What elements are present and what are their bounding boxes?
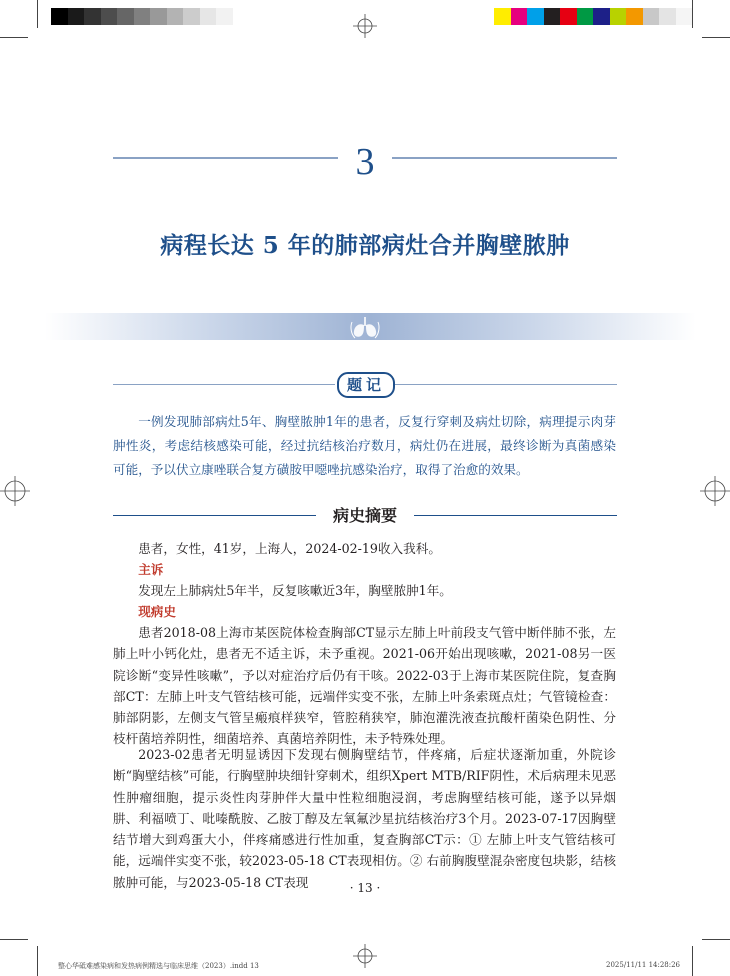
color-swatch <box>134 8 151 25</box>
color-swatch <box>593 8 610 25</box>
crop-mark <box>0 939 28 940</box>
abstract-text: 一例发现肺部病灶5年、胸壁脓肿1年的患者，反复行穿刺及病灶切除，病理提示肉芽肿性炎，考虑结核感染可能，经过抗结核治疗数月，病灶仍在进展，最终诊断为真菌感染可能，予以伏立康唑联合复方磺胺甲噁唑抗感染治疗，取得了治愈的效果。 <box>113 414 616 477</box>
color-swatch <box>511 8 528 25</box>
abstract-rule-right <box>395 384 617 385</box>
section-rule-left <box>113 515 316 516</box>
color-swatch <box>101 8 118 25</box>
abstract-heading: 题记 <box>337 372 395 398</box>
color-swatch <box>183 8 200 25</box>
color-swatch <box>577 8 594 25</box>
color-swatch <box>216 8 233 25</box>
file-slug: 整心华砥难感染病和发热病例精选与临床思维（2023）.indd 13 <box>58 962 259 970</box>
color-swatch <box>167 8 184 25</box>
color-swatch <box>626 8 643 25</box>
chapter-rule-left <box>113 157 338 159</box>
color-swatch <box>117 8 134 25</box>
history-paragraph-2: 2023-02患者无明显诱因下发现右侧胸壁结节，伴疼痛，后症状逐渐加重，外院诊断“胸壁结核”可能，行胸壁肿块细针穿刺术，组织Xpert MTB/RIF阴性，术后病理未见恶性肿瘤细胞，提示炎性肉芽肿伴大量中性粒细胞浸润，考虑胸壁结核可能，遂予以异烟肼、利福喷丁、吡嗪酰胺、乙胺丁醇及左氧氟沙星抗结核治疗3个月。2023-07-17因胸壁结节增大到鸡蛋大小，伴疼痛感进行性加重，复查胸部CT示：① 左肺上叶支气管结核可能，远端伴实变不张，较2023-05-18 CT表现相仿。② 右前胸腹壁混杂密度包块影，结核脓肿可能，与2023-05-18 CT表现 <box>113 747 616 890</box>
chapter-rule-right <box>392 157 617 159</box>
color-swatch <box>68 8 85 25</box>
color-swatch <box>51 8 68 25</box>
crop-mark <box>37 0 38 28</box>
color-swatch <box>544 8 561 25</box>
cmyk-color-bar <box>494 8 692 25</box>
color-swatch <box>659 8 676 25</box>
grayscale-color-bar <box>51 8 233 25</box>
color-swatch <box>494 8 511 25</box>
color-swatch <box>643 8 660 25</box>
color-swatch <box>84 8 101 25</box>
lungs-emblem-icon <box>349 314 381 340</box>
patient-intro: 患者，女性，41岁，上海人，2024-02-19收入我科。 <box>138 541 441 556</box>
color-swatch <box>200 8 217 25</box>
history-heading: 现病史 <box>138 604 176 619</box>
color-swatch <box>527 8 544 25</box>
color-swatch <box>610 8 627 25</box>
chief-complaint-text: 发现左上肺病灶5年半，反复咳嗽近3年，胸壁脓肿1年。 <box>138 583 452 598</box>
color-swatch <box>676 8 693 25</box>
color-swatch <box>150 8 167 25</box>
section-title: 病史摘要 <box>332 506 397 525</box>
chapter-title: 病程长达 5 年的肺部病灶合并胸壁脓肿 <box>160 232 570 259</box>
history-paragraph-1: 患者2018-08上海市某医院体检查胸部CT显示左肺上叶前段支气管中断伴肺不张，左肺上叶小钙化灶，患者无不适主诉，未予重视。2021-06开始出现咳嗽，2021-08另一医院诊断“变异性咳嗽”，予以对症治疗后仍有干咳。2022-03于上海市某医院住院，复查胸部CT：左肺上叶支气管结核可能，远端伴实变不张，左肺上叶条索斑点灶；气管镜检查：肺部阴影，左侧支气管呈瘢痕样狭窄，管腔稍狭窄，肺泡灌洗液查抗酸杆菌染色阴性、分枝杆菌培养阴性，细菌培养、真菌培养阴性，未予特殊处理。 <box>113 625 616 747</box>
registration-mark-icon <box>700 476 730 506</box>
crop-mark <box>692 0 693 28</box>
page-number: · 13 · <box>349 881 381 895</box>
section-rule-right <box>414 515 617 516</box>
crop-mark <box>37 946 38 976</box>
registration-mark-icon <box>353 14 377 38</box>
color-swatch <box>560 8 577 25</box>
abstract-rule-left <box>113 384 335 385</box>
registration-mark-icon <box>0 476 30 506</box>
crop-mark <box>0 37 28 38</box>
print-timestamp: 2025/11/11 14:28:26 <box>606 961 681 969</box>
crop-mark <box>702 37 730 38</box>
registration-mark-icon <box>353 944 377 968</box>
crop-mark <box>702 939 730 940</box>
chapter-number: 3 <box>355 141 375 183</box>
crop-mark <box>692 946 693 976</box>
chief-complaint-heading: 主诉 <box>138 562 164 577</box>
